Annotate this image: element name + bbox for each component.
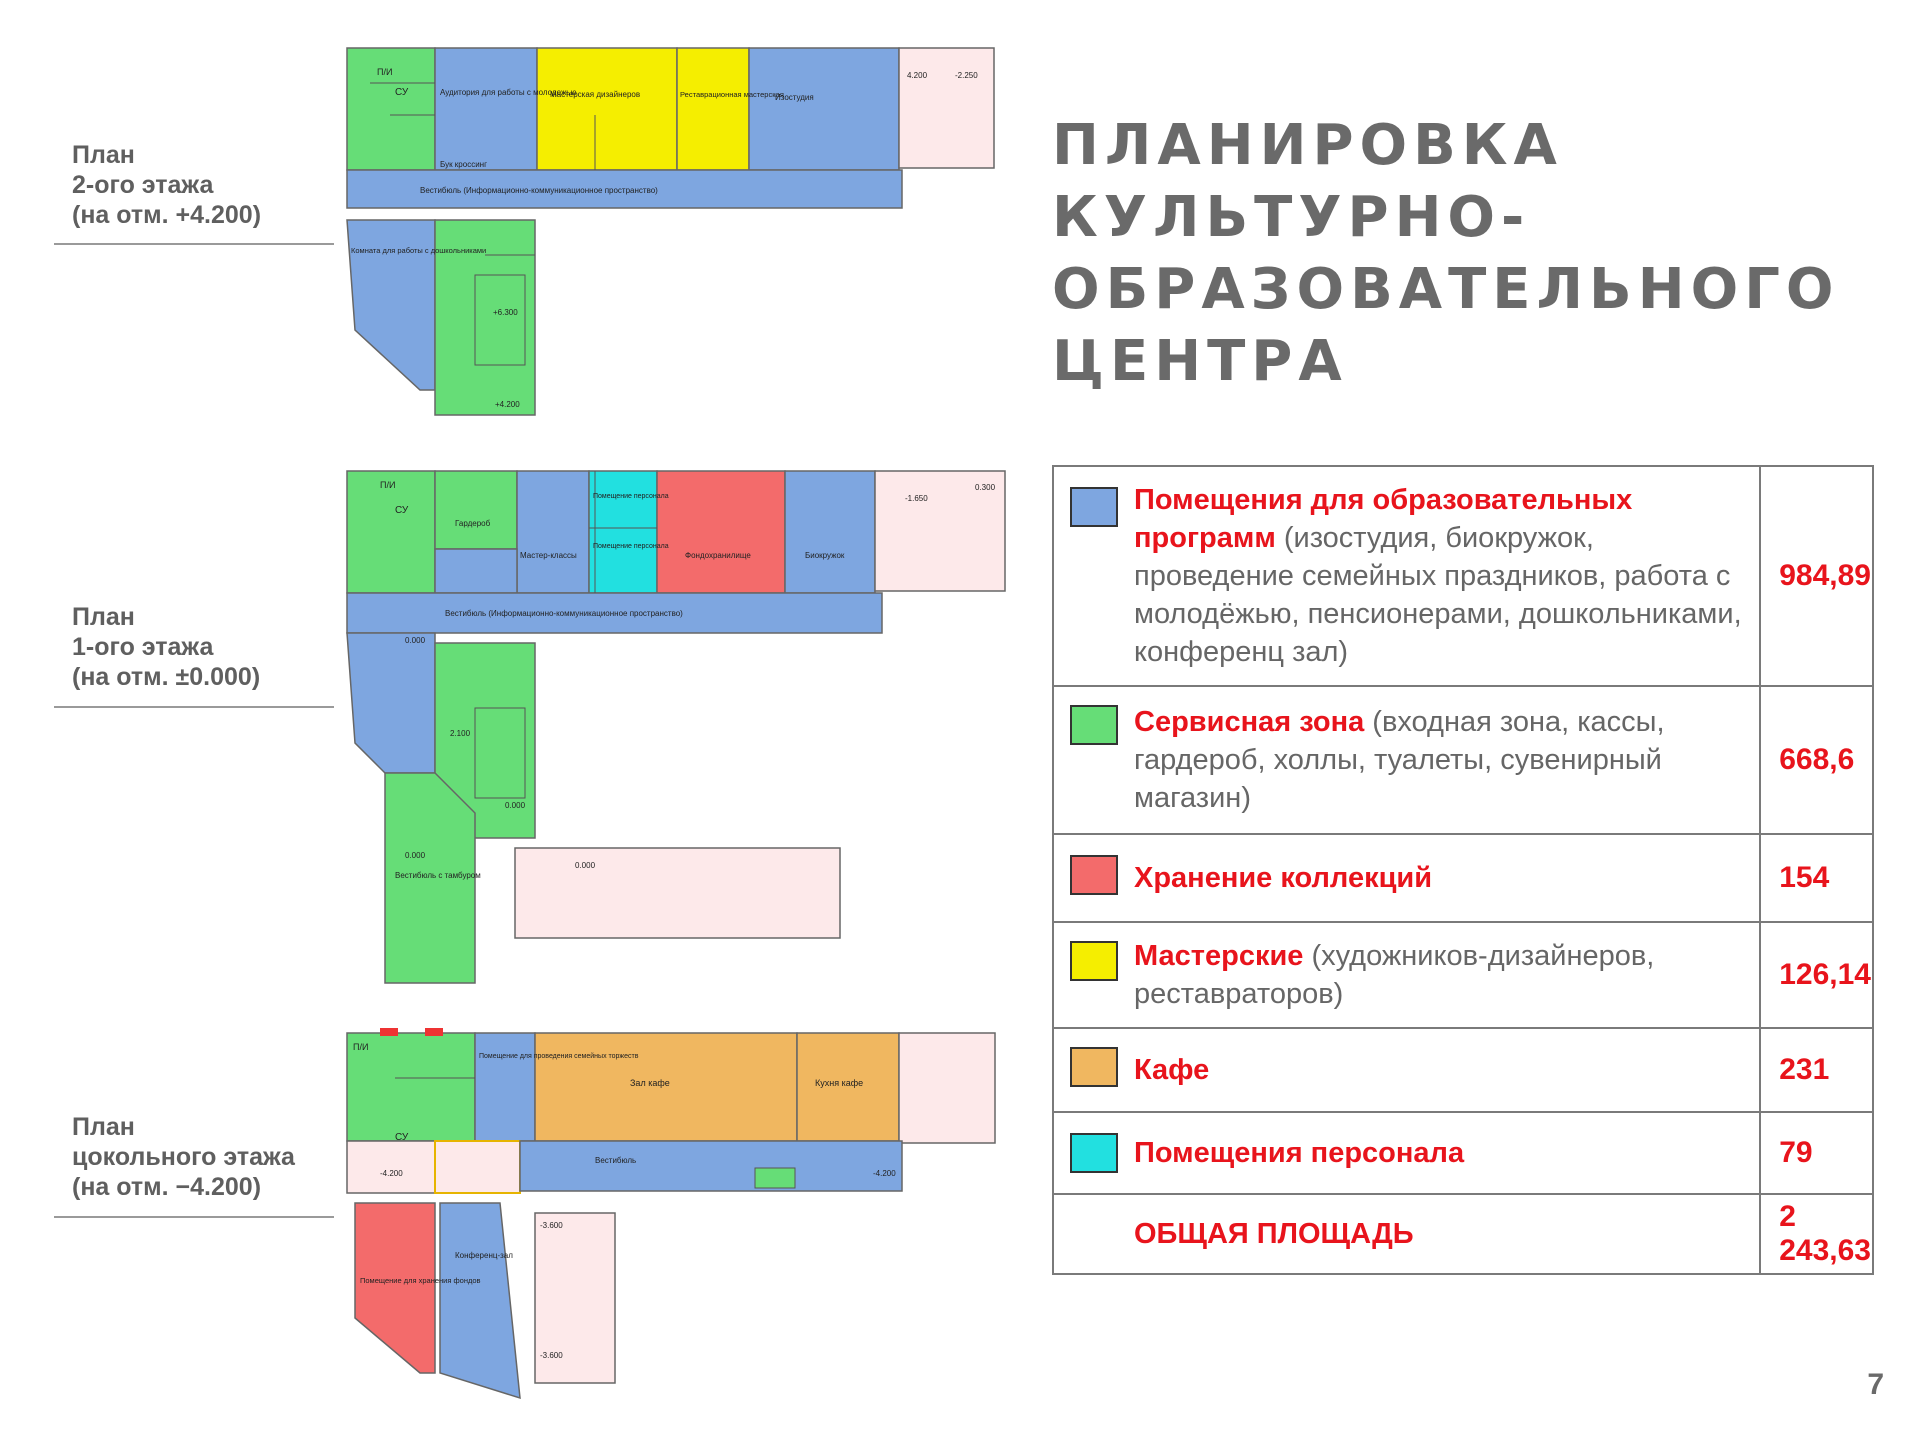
floor-label-line: (на отм. −4.200) (72, 1173, 262, 1201)
legend-value: 79 (1760, 1112, 1873, 1194)
legend-swatch (1070, 1133, 1118, 1173)
plan-stair (899, 1033, 995, 1143)
legend-total-row (1053, 1194, 1873, 1274)
level-mark: -4.200 (380, 1169, 403, 1178)
room-label: Кухня кафе (815, 1078, 864, 1088)
plan-stair (435, 1141, 520, 1193)
floor-plan-2 (345, 45, 1000, 430)
divider (54, 243, 334, 245)
level-mark: 4.200 (907, 71, 928, 80)
plan-room (749, 48, 899, 170)
floor-label-line: (на отм. +4.200) (72, 201, 262, 229)
legend-detail: (изостудия, биокружок, проведение семейных праздников, работа с молодёжью, пенсионерами, дошкольниками, конференц зал) (1134, 522, 1742, 668)
level-mark: 0.000 (405, 636, 426, 645)
legend-value: 154 (1760, 834, 1873, 922)
plan-room (435, 549, 517, 593)
legend-swatch (1070, 705, 1118, 745)
room-label: Изостудия (775, 93, 814, 102)
level-mark: +4.200 (495, 400, 520, 409)
level-mark: 0.000 (505, 801, 526, 810)
legend-value: 231 (1760, 1028, 1873, 1112)
floor-plan-basement (345, 1028, 1000, 1413)
room-label: СУ (395, 505, 409, 516)
plan-stair (899, 48, 994, 168)
room-label: Реставрационная мастерская (680, 90, 784, 99)
room-label: Помещение для проведения семейных торжеств (479, 1053, 639, 1060)
room-label: П/И (377, 67, 393, 77)
plan-stair (347, 1141, 435, 1193)
floor-label-line: План (72, 141, 135, 169)
floor-label-line: План (72, 1113, 135, 1141)
legend-swatch (1070, 941, 1118, 981)
plan-room (755, 1168, 795, 1188)
legend-detail: (входная зона, кассы, гардероб, холлы, туалеты, сувенирный магазин) (1134, 706, 1665, 814)
floor-plan-1 (345, 468, 1010, 988)
room-label: Аудитория для работы с молодежью (440, 88, 577, 97)
plan-room (677, 48, 749, 170)
level-mark: 0.000 (575, 861, 596, 870)
page-number: 7 (1867, 1368, 1884, 1401)
room-label: Вестибюль (Информационно-коммуникационное пространство) (420, 186, 658, 195)
room-label: Помещение для хранения фондов (360, 1276, 481, 1285)
floor-label-2 (72, 140, 352, 230)
room-label: Зал кафе (630, 1078, 670, 1088)
plan-room (589, 471, 657, 593)
room-label: Комната для работы с дошкольниками (351, 246, 487, 255)
room-label: Вестибюль (Информационно-коммуникационное пространство) (445, 609, 683, 618)
room-label: СУ (395, 1132, 409, 1143)
title-line: ПЛАНИРОВКА (1052, 113, 1563, 178)
floor-label-1 (72, 602, 352, 692)
floor-label-line: цокольного этажа (72, 1143, 295, 1171)
legend-detail: (художников-дизайнеров, реставраторов) (1134, 940, 1655, 1010)
legend-row (1053, 1112, 1873, 1194)
divider (54, 706, 334, 708)
legend-category: Хранение коллекций (1134, 862, 1433, 894)
room-label: СУ (395, 87, 409, 98)
legend-swatch (1070, 487, 1118, 527)
title-line: ЦЕНТРА (1052, 329, 1348, 394)
marker (380, 1028, 398, 1036)
level-mark: 0.000 (405, 851, 426, 860)
plan-room (435, 471, 517, 549)
legend-description (1053, 834, 1760, 922)
floor-label-line: 2-ого этажа (72, 171, 214, 199)
legend-description (1053, 1112, 1760, 1194)
level-mark: -3.600 (540, 1351, 563, 1360)
plan-room (517, 471, 589, 593)
room-label: П/И (353, 1042, 369, 1052)
room-label: Конференц-зал (455, 1251, 513, 1260)
room-label: Мастер-классы (520, 551, 577, 560)
marker (425, 1028, 443, 1036)
room-label: Мастерская дизайнеров (550, 90, 641, 99)
legend-category: Сервисная зона (1134, 706, 1365, 738)
floor-label-basement (72, 1112, 352, 1202)
level-mark: +6.300 (493, 308, 518, 317)
room-label: Вестибюль (595, 1156, 637, 1165)
legend-description (1053, 1194, 1760, 1274)
plan-room (537, 48, 677, 170)
legend-description (1053, 466, 1760, 686)
plan-room (785, 471, 875, 593)
level-mark: 0.300 (975, 483, 996, 492)
legend-description (1053, 922, 1760, 1028)
room-label: Помещение персонала (593, 493, 669, 500)
room-label: Биокружок (805, 551, 845, 560)
room-label: Гардероб (455, 519, 491, 528)
room-label: Вестибюль с тамбуром (395, 871, 481, 880)
room-label: Помещение персонала (593, 543, 669, 550)
plan-room (520, 1141, 902, 1191)
legend-total-label: ОБЩАЯ ПЛОЩАДЬ (1134, 1218, 1414, 1250)
legend-row (1053, 466, 1873, 686)
legend-category: Кафе (1134, 1054, 1210, 1086)
room-label: Бук кроссинг (440, 160, 487, 169)
area-legend-table (1052, 465, 1874, 1275)
level-mark: -1.650 (905, 494, 928, 503)
floor-label-line: 1-ого этажа (72, 633, 214, 661)
level-mark: -4.200 (873, 1169, 896, 1178)
plan-stair (515, 848, 840, 938)
room-label: П/И (380, 480, 396, 490)
page-title (1052, 110, 1892, 398)
legend-total-value: 2 243,63 (1760, 1194, 1873, 1274)
level-mark: 2.100 (450, 729, 471, 738)
title-line: КУЛЬТУРНО- (1052, 185, 1531, 250)
legend-swatch (1070, 1047, 1118, 1087)
legend-description (1053, 686, 1760, 834)
legend-row (1053, 686, 1873, 834)
plan-room (475, 1033, 535, 1141)
room-label: Фондохранилище (685, 551, 751, 560)
legend-swatch (1070, 855, 1118, 895)
floor-label-line: План (72, 603, 135, 631)
divider (54, 1216, 334, 1218)
level-mark: -3.600 (540, 1221, 563, 1230)
title-line: ОБРАЗОВАТЕЛЬНОГО (1052, 257, 1840, 322)
legend-value: 984,89 (1760, 466, 1873, 686)
legend-row (1053, 1028, 1873, 1112)
legend-row (1053, 922, 1873, 1028)
legend-category: Мастерские (1134, 940, 1304, 972)
floor-label-line: (на отм. ±0.000) (72, 663, 261, 691)
plan-room (657, 471, 785, 593)
plan-room (435, 48, 537, 170)
legend-row (1053, 834, 1873, 922)
legend-value: 668,6 (1760, 686, 1873, 834)
legend-description (1053, 1028, 1760, 1112)
legend-value: 126,14 (1760, 922, 1873, 1028)
level-mark: -2.250 (955, 71, 978, 80)
legend-category: Помещения персонала (1134, 1137, 1465, 1169)
legend-category: Помещения для образовательных программ (1134, 484, 1633, 554)
